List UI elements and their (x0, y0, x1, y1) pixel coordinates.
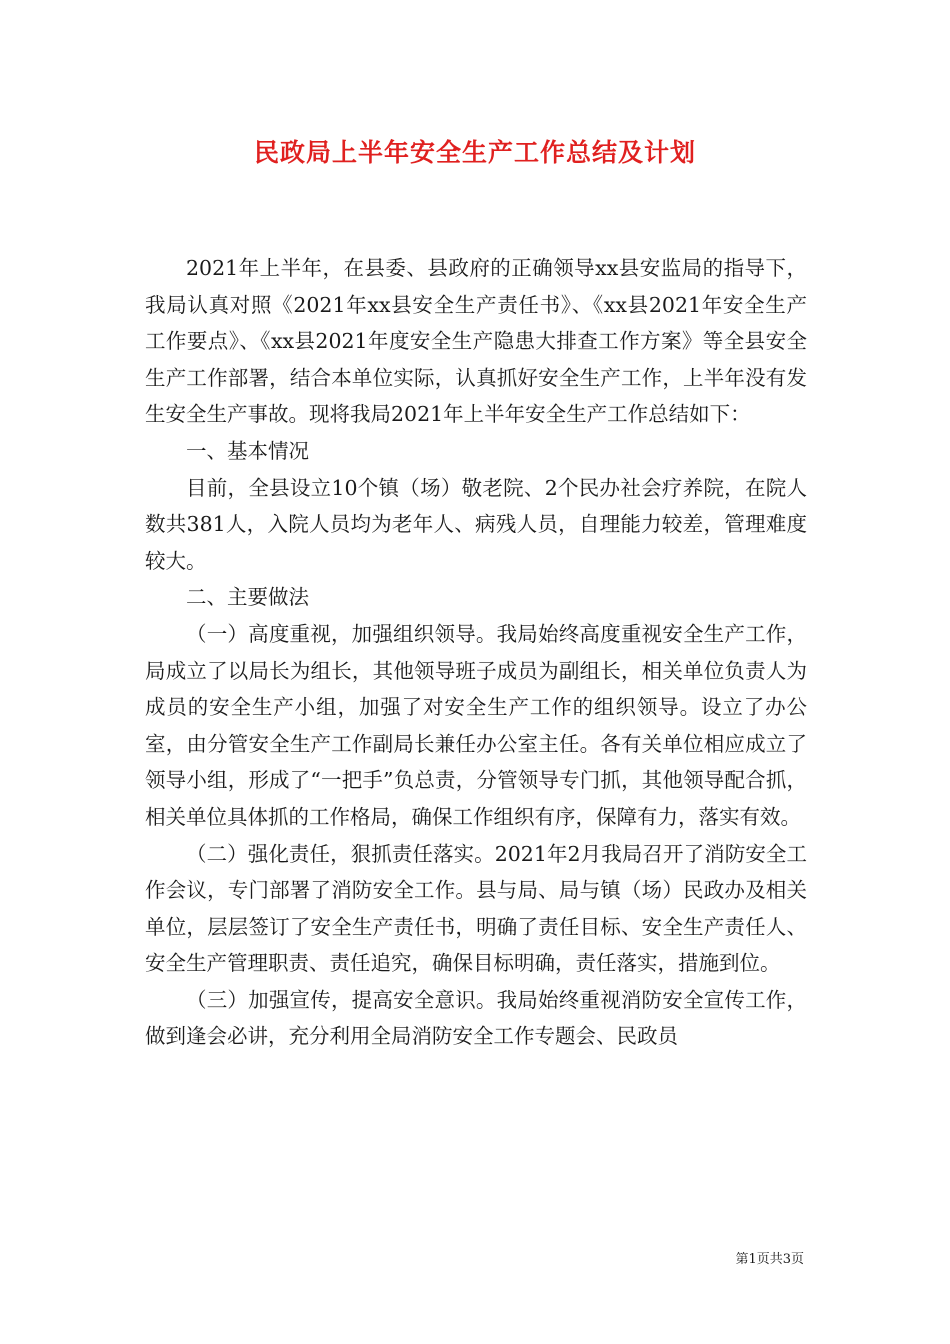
page-number-footer: 第1页共3页 (735, 1252, 804, 1267)
heading-main-practices: 二、主要做法 (186, 585, 309, 610)
heading-basic-situation: 一、基本情况 (186, 438, 309, 463)
document-title: 民政局上半年安全生产工作总结及计划 (253, 138, 696, 167)
paragraph-practice-2: （二）强化责任，狠抓责任落实。2021年2月我局召开了消防安全工作会议，专门部署了消防安全工作。县与局、局与镇（场）民政办及相关单位，层层签订了安全生产责任书，明确了责任目标、安全生产责任人、安全生产管理职责、责任追究，确保目标明确，责任落实，措施到位。 (145, 841, 807, 976)
paragraph-intro: 2021年上半年，在县委、县政府的正确领导xx县安监局的指导下，我局认真对照《2021年xx县安全生产责任书》、《xx县2021年安全生产工作要点》、《xx县2021年度安全生产隐患大排查工作方案》等全县安全生产工作部署，结合本单位实际，认真抓好安全生产工作，上半年没有发生安全生产事故。现将我局2021年上半年安全生产工作总结如下： (145, 256, 807, 427)
document-body (145, 250, 807, 1055)
paragraph-practice-3: （三）加强宣传，提高安全意识。我局始终重视消防安全宣传工作，做到逢会必讲，充分利用全局消防安全工作专题会、民政员 (145, 987, 807, 1049)
paragraph-basic-situation: 目前，全县设立10个镇（场）敬老院、2个民办社会疗养院，在院人数共381人，入院人员均为老年人、病残人员，自理能力较差，管理难度较大。 (145, 475, 807, 573)
paragraph-practice-1: （一）高度重视，加强组织领导。我局始终高度重视安全生产工作，局成立了以局长为组长，其他领导班子成员为副组长，相关单位负责人为成员的安全生产小组，加强了对安全生产工作的组织领导。设立了办公室，由分管安全生产工作副局长兼任办公室主任。各有关单位相应成立了领导小组，形成了“一把手”负总责，分管领导专门抓，其他领导配合抓，相关单位具体抓的工作格局，确保工作组织有序，保障有力，落实有效。 (145, 621, 807, 829)
